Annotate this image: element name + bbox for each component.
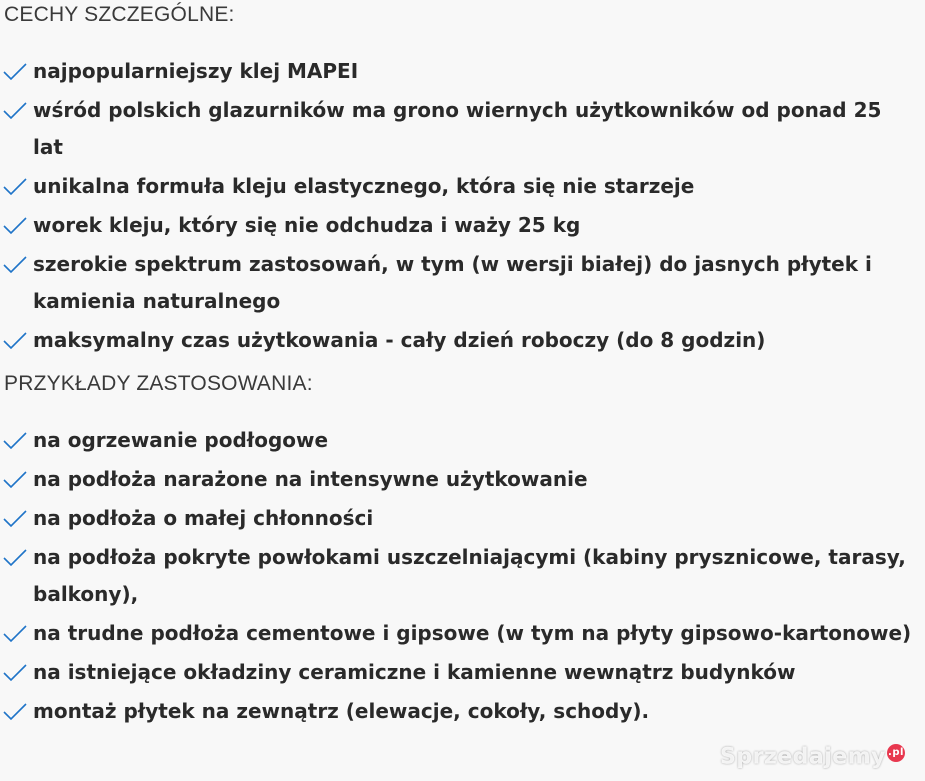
list-item-text: na ogrzewanie podłogowe [33, 428, 329, 452]
list-item-text: montaż płytek na zewnątrz (elewacje, cokoły, schody). [33, 699, 650, 723]
checkmark-icon [3, 256, 27, 274]
list-item-text: unikalna formuła kleju elastycznego, która się nie starzeje [33, 174, 695, 198]
checkmark-icon [3, 471, 27, 489]
watermark-logo [720, 744, 905, 769]
list-item [0, 693, 915, 730]
list-item-text: worek kleju, który się nie odchudza i waży 25 kg [33, 213, 581, 237]
list-item [0, 207, 915, 244]
checkmark-icon [3, 510, 27, 528]
checkmark-icon [3, 549, 27, 567]
list-item [0, 654, 915, 691]
list-item-text: na podłoża pokryte powłokami uszczelniającymi (kabiny prysznicowe, tarasy, balkony), [33, 545, 906, 606]
list-item [0, 461, 915, 498]
list-item-text: szerokie spektrum zastosowań, w tym (w wersji białej) do jasnych płytek i kamienia naturalnego [33, 252, 872, 313]
watermark-badge: .pl [887, 744, 905, 762]
list-item-text: wśród polskich glazurników ma grono wiernych użytkowników od ponad 25 lat [33, 98, 882, 159]
checkmark-icon [3, 332, 27, 350]
watermark-text: Sprzedajemy [720, 744, 886, 769]
list-item [0, 92, 915, 166]
features-heading: CECHY SZCZEGÓLNE: [4, 3, 235, 26]
list-item [0, 246, 915, 320]
checkmark-icon [3, 432, 27, 450]
list-item-text: maksymalny czas użytkowania - cały dzień roboczy (do 8 godzin) [33, 328, 766, 352]
checkmark-icon [3, 63, 27, 81]
list-item-text: na istniejące okładziny ceramiczne i kamienne wewnątrz budynków [33, 660, 796, 684]
applications-list [0, 422, 915, 732]
list-item [0, 422, 915, 459]
list-item [0, 168, 915, 205]
list-item [0, 615, 915, 652]
list-item [0, 539, 915, 613]
checkmark-icon [3, 102, 27, 120]
list-item [0, 53, 915, 90]
list-item-text: najpopularniejszy klej MAPEI [33, 59, 359, 83]
checkmark-icon [3, 703, 27, 721]
checkmark-icon [3, 625, 27, 643]
checkmark-icon [3, 178, 27, 196]
list-item-text: na podłoża narażone na intensywne użytkowanie [33, 467, 588, 491]
applications-heading: PRZYKŁADY ZASTOSOWANIA: [4, 372, 313, 395]
checkmark-icon [3, 664, 27, 682]
list-item [0, 322, 915, 359]
list-item-text: na podłoża o małej chłonności [33, 506, 374, 530]
features-list [0, 53, 915, 361]
list-item [0, 500, 915, 537]
list-item-text: na trudne podłoża cementowe i gipsowe (w tym na płyty gipsowo-kartonowe) [33, 621, 912, 645]
checkmark-icon [3, 217, 27, 235]
